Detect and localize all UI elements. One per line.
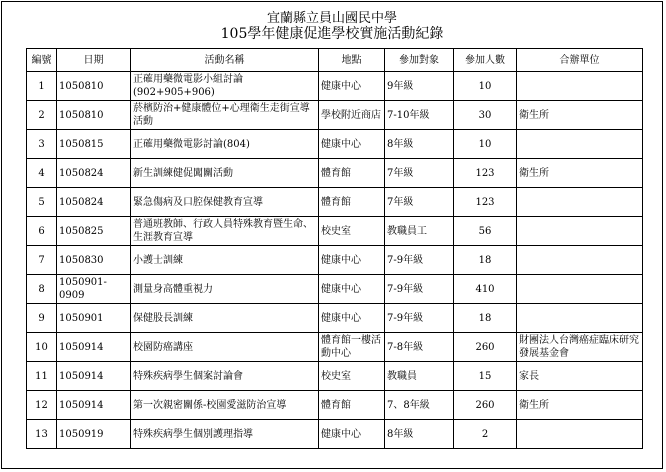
row-date: 1050810 [57,101,131,130]
row-audience: 7-10年級 [385,101,454,130]
row-number: 7 [27,246,57,275]
table-row [27,246,643,275]
row-audience: 教職員 [385,362,454,391]
row-location: 校史室 [319,362,385,391]
row-audience: 8年級 [385,130,454,159]
row-activity-name: 保健股長訓練 [131,304,319,333]
row-partner-organization: 衛生所 [517,391,643,420]
row-partner-organization [517,304,643,333]
record-title: 105學年健康促進學校實施活動紀錄 [220,26,444,42]
document-page [1,1,663,469]
row-audience: 9年級 [385,72,454,101]
activity-record-table [26,48,643,449]
header-date: 日期 [57,49,131,72]
table-row [27,101,643,130]
row-audience: 7-9年級 [385,246,454,275]
row-date: 1050919 [57,420,131,449]
table-header-row [27,49,643,72]
row-audience: 7-9年級 [385,304,454,333]
row-location: 體育館 [319,391,385,420]
table-row [27,333,643,362]
row-number: 11 [27,362,57,391]
row-activity-name: 新生訓練健促闖關活動 [131,159,319,188]
row-date: 1050914 [57,391,131,420]
row-participant-count: 260 [454,333,517,362]
row-partner-organization [517,188,643,217]
row-participant-count: 123 [454,188,517,217]
row-partner-organization [517,275,643,304]
header-location: 地點 [319,49,385,72]
row-date: 1050810 [57,72,131,101]
row-number: 1 [27,72,57,101]
table-row [27,362,643,391]
header-partner-organization: 合辦單位 [517,49,643,72]
row-audience: 教職員工 [385,217,454,246]
row-participant-count: 10 [454,72,517,101]
row-number: 4 [27,159,57,188]
row-activity-name: 校園防癌講座 [131,333,319,362]
row-participant-count: 123 [454,159,517,188]
header-participant-count: 參加人數 [454,49,517,72]
school-name-title: 宜蘭縣立員山國民中學 [266,11,397,26]
row-activity-name: 菸檳防治+健康體位+心理衛生走街宣導活動 [131,101,319,130]
row-location: 體育館 [319,188,385,217]
table-row [27,217,643,246]
row-activity-name: 普通班教師、行政人員特殊教育暨生命、生涯教育宣導 [131,217,319,246]
row-location: 健康中心 [319,304,385,333]
row-partner-organization: 衛生所 [517,159,643,188]
row-location: 健康中心 [319,72,385,101]
row-location: 學校附近商店 [319,101,385,130]
row-activity-name: 測量身高體重視力 [131,275,319,304]
row-number: 5 [27,188,57,217]
row-audience: 7年級 [385,188,454,217]
table-row [27,130,643,159]
row-date: 1050824 [57,159,131,188]
row-number: 6 [27,217,57,246]
row-date: 1050914 [57,333,131,362]
row-date: 1050830 [57,246,131,275]
row-number: 10 [27,333,57,362]
row-activity-name: 小護士訓練 [131,246,319,275]
row-partner-organization [517,217,643,246]
row-date: 1050825 [57,217,131,246]
row-location: 健康中心 [319,275,385,304]
header-activity-name: 活動名稱 [131,49,319,72]
header-audience: 參加對象 [385,49,454,72]
row-audience: 7、8年級 [385,391,454,420]
row-location: 校史室 [319,217,385,246]
row-location: 健康中心 [319,130,385,159]
table-row [27,72,643,101]
table-row [27,304,643,333]
row-participant-count: 56 [454,217,517,246]
row-number: 3 [27,130,57,159]
table-row [27,188,643,217]
row-number: 8 [27,275,57,304]
row-activity-name: 正確用藥微電影小組討論(902+905+906) [131,72,319,101]
row-number: 9 [27,304,57,333]
row-audience: 7-8年級 [385,333,454,362]
row-activity-name: 第一次親密關係-校園愛滋防治宣導 [131,391,319,420]
table-row [27,391,643,420]
row-participant-count: 18 [454,304,517,333]
row-participant-count: 18 [454,246,517,275]
row-partner-organization: 家長 [517,362,643,391]
row-date: 1050901-0909 [57,275,131,304]
row-partner-organization [517,130,643,159]
table-body [27,72,643,449]
header-number: 編號 [27,49,57,72]
row-number: 2 [27,101,57,130]
row-location: 體育館 [319,159,385,188]
row-number: 12 [27,391,57,420]
row-location: 健康中心 [319,246,385,275]
row-partner-organization: 財團法人台灣癌症臨床研究發展基金會 [517,333,643,362]
row-audience: 8年級 [385,420,454,449]
row-date: 1050914 [57,362,131,391]
row-activity-name: 正確用藥微電影討論(804) [131,130,319,159]
row-participant-count: 2 [454,420,517,449]
row-date: 1050824 [57,188,131,217]
row-location: 健康中心 [319,420,385,449]
row-activity-name: 特殊疾病學生個案討論會 [131,362,319,391]
row-participant-count: 15 [454,362,517,391]
row-activity-name: 特殊疾病學生個別護理指導 [131,420,319,449]
row-participant-count: 10 [454,130,517,159]
row-partner-organization [517,420,643,449]
row-partner-organization [517,246,643,275]
row-audience: 7-9年級 [385,275,454,304]
table-row [27,275,643,304]
row-location: 體育館一樓活動中心 [319,333,385,362]
row-date: 1050815 [57,130,131,159]
row-partner-organization [517,72,643,101]
row-participant-count: 260 [454,391,517,420]
row-activity-name: 緊急傷病及口腔保健教育宣導 [131,188,319,217]
row-participant-count: 30 [454,101,517,130]
row-number: 13 [27,420,57,449]
row-date: 1050901 [57,304,131,333]
table-row [27,159,643,188]
table-row [27,420,643,449]
row-partner-organization: 衛生所 [517,101,643,130]
row-participant-count: 410 [454,275,517,304]
row-audience: 7年級 [385,159,454,188]
